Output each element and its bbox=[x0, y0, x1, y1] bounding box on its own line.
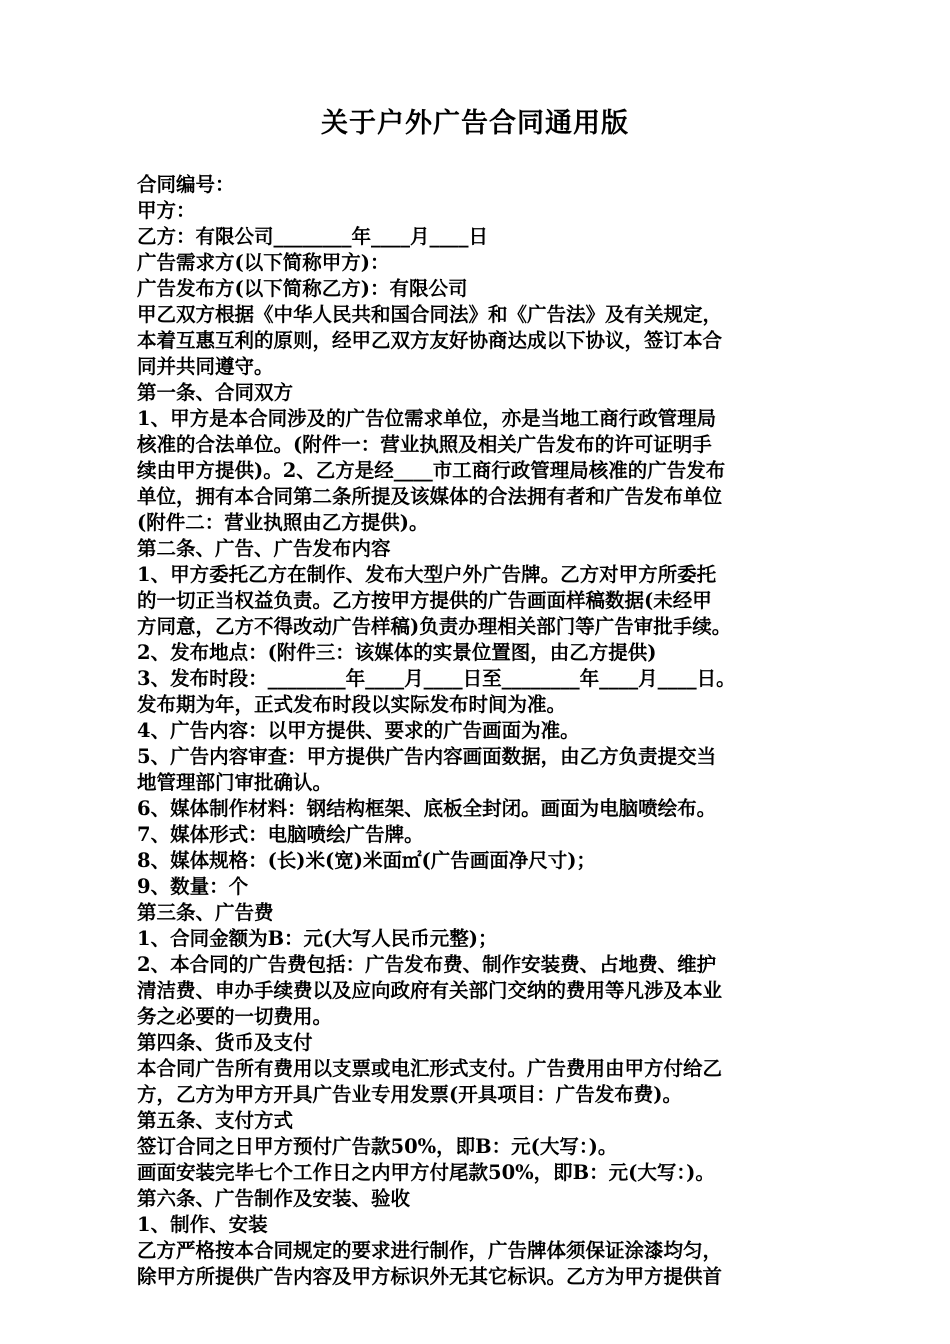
document-line: 第四条、货币及支付 bbox=[137, 1031, 313, 1054]
document-line: 9、数量：个 bbox=[137, 875, 249, 898]
document-title: 关于户外广告合同通用版 bbox=[321, 108, 629, 139]
document-line: 签订合同之日甲方预付广告款50%，即B：元(大写：)。 bbox=[137, 1135, 618, 1158]
document-line: 第六条、广告制作及安装、验收 bbox=[137, 1187, 411, 1210]
document-line: 4、广告内容：以甲方提供、要求的广告画面为准。 bbox=[137, 719, 580, 742]
document-line: 2、本合同的广告费包括：广告发布费、制作安装费、占地费、维护 bbox=[137, 953, 717, 976]
document-line: 地管理部门审批确认。 bbox=[137, 771, 333, 794]
document-line: 第二条、广告、广告发布内容 bbox=[137, 537, 391, 560]
document-line: 方同意，乙方不得改动广告样稿)负责办理相关部门等广告审批手续。 bbox=[137, 615, 732, 638]
document-line: 发布期为年，正式发布时段以实际发布时间为准。 bbox=[137, 693, 567, 716]
document-line: 2、发布地点：(附件三：该媒体的实景位置图，由乙方提供) bbox=[137, 641, 657, 664]
document-line: 7、媒体形式：电脑喷绘广告牌。 bbox=[137, 823, 424, 846]
document-line: 务之必要的一切费用。 bbox=[137, 1005, 333, 1028]
document-line: 3、发布时段：________年____月____日至________年____月____日。 bbox=[137, 667, 736, 690]
document-line: 合同编号： bbox=[137, 173, 235, 196]
document-line: 核准的合法单位。(附件一：营业执照及相关广告发布的许可证明手 bbox=[137, 433, 712, 456]
document-line: 广告发布方(以下简称乙方)：有限公司 bbox=[137, 277, 468, 300]
document-line: 本着互惠互利的原则，经甲乙双方友好协商达成以下协议，签订本合 bbox=[137, 329, 723, 352]
document-line: 1、甲方是本合同涉及的广告位需求单位，亦是当地工商行政管理局 bbox=[137, 407, 717, 430]
document-line: 5、广告内容审查：甲方提供广告内容画面数据，由乙方负责提交当 bbox=[137, 745, 717, 768]
document-line: 1、甲方委托乙方在制作、发布大型户外广告牌。乙方对甲方所委托 bbox=[137, 563, 717, 586]
document-line: 广告需求方(以下简称甲方)： bbox=[137, 251, 390, 274]
document-line: 8、媒体规格：(长)米(宽)米面㎡(广告画面净尺寸)； bbox=[137, 849, 596, 872]
document-line: 甲方： bbox=[137, 199, 196, 222]
document-line: 6、媒体制作材料：钢结构框架、底板全封闭。画面为电脑喷绘布。 bbox=[137, 797, 717, 820]
document-line: 乙方严格按本合同规定的要求进行制作，广告牌体须保证涂漆均匀， bbox=[137, 1239, 723, 1262]
document-line: 乙方：有限公司________年____月____日 bbox=[137, 225, 489, 248]
document-line: 第一条、合同双方 bbox=[137, 381, 294, 404]
document-line: 除甲方所提供广告内容及甲方标识外无其它标识。乙方为甲方提供首 bbox=[137, 1265, 723, 1288]
document-line: 续由甲方提供)。2、乙方是经____市工商行政管理局核准的广告发布 bbox=[137, 459, 726, 482]
document-line: 画面安装完毕七个工作日之内甲方付尾款50%，即B：元(大写：)。 bbox=[137, 1161, 715, 1184]
document-line: 同并共同遵守。 bbox=[137, 355, 274, 378]
document-line: 本合同广告所有费用以支票或电汇形式支付。广告费用由甲方付给乙 bbox=[137, 1057, 723, 1080]
document-line: 1、合同金额为B：元(大写人民币元整)； bbox=[137, 927, 498, 950]
document-line: 第三条、广告费 bbox=[137, 901, 274, 924]
document-line: 方，乙方为甲方开具广告业专用发票(开具项目：广告发布费)。 bbox=[137, 1083, 682, 1106]
document-line: 单位，拥有本合同第二条所提及该媒体的合法拥有者和广告发布单位 bbox=[137, 485, 723, 508]
document-line: 第五条、支付方式 bbox=[137, 1109, 294, 1132]
document-line: 1、制作、安装 bbox=[137, 1213, 268, 1236]
document-line: 甲乙双方根据《中华人民共和国合同法》和《广告法》及有关规定， bbox=[137, 303, 723, 326]
document-line: 清洁费、申办手续费以及应向政府有关部门交纳的费用等凡涉及本业 bbox=[137, 979, 723, 1002]
document-line: (附件二：营业执照由乙方提供)。 bbox=[137, 511, 429, 534]
document-line: 的一切正当权益负责。乙方按甲方提供的广告画面样稿数据(未经甲 bbox=[137, 589, 712, 612]
document-body bbox=[137, 172, 817, 1290]
